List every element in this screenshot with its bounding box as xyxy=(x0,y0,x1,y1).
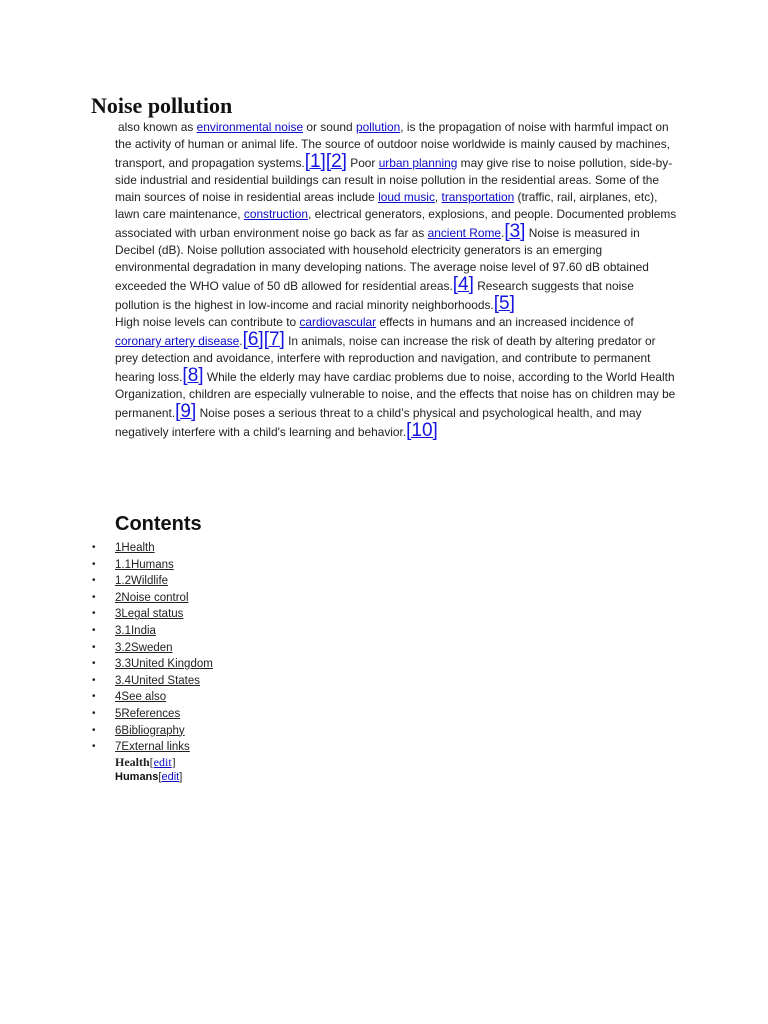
toc-item-health[interactable] xyxy=(92,540,213,557)
toc-item-bibliography[interactable] xyxy=(92,723,213,740)
link-environmental-noise[interactable]: environmental noise xyxy=(196,120,304,134)
citation-10[interactable]: [10] xyxy=(406,420,438,441)
bullet-icon: • xyxy=(92,691,96,703)
edit-link-humans[interactable]: edit xyxy=(161,771,180,783)
toc-item-label: 5References xyxy=(115,707,181,720)
toc-item-legal-status[interactable] xyxy=(92,606,213,623)
bullet-icon: • xyxy=(92,608,96,620)
toc-item-label: 4See also xyxy=(115,691,167,704)
toc-item-label: 2Noise control xyxy=(115,591,189,604)
bullet-icon: • xyxy=(92,624,96,636)
edit-bracket: [edit] xyxy=(158,771,183,783)
citation-4[interactable]: [4] xyxy=(452,274,474,295)
link-urban-planning[interactable]: urban planning xyxy=(378,156,458,170)
edit-link-health[interactable]: edit xyxy=(153,755,172,769)
link-loud-music[interactable]: loud music xyxy=(378,190,435,204)
toc-item-united-kingdom[interactable] xyxy=(92,656,213,673)
edit-bracket: [edit] xyxy=(149,755,176,769)
table-of-contents xyxy=(92,540,213,756)
link-pollution[interactable]: pollution xyxy=(355,120,401,134)
toc-item-external-links[interactable] xyxy=(92,739,213,756)
text-run: Noise poses a serious threat to a child’s physical and psychological health, and may negatively interfere with a child's learning and behavior. xyxy=(115,406,642,439)
text-run: also known as xyxy=(118,120,197,134)
link-transportation[interactable]: transportation xyxy=(441,190,515,204)
text-run: , is the propagation of noise with harmful impact on the activity of human or animal life. The source of outdoor noise worldwide is mainly caused by machines, transport, and propagation systems. xyxy=(115,120,670,170)
toc-item-label: 3.2Sweden xyxy=(115,641,173,654)
text-run: , electrical generators, explosions, and people. Documented problems associated with urban environment noise go back as far as xyxy=(115,207,677,240)
toc-item-label: 1.2Wildlife xyxy=(115,575,169,588)
text-run: (traffic, rail, airplanes, etc), lawn care maintenance, xyxy=(115,190,658,221)
text-run: or sound xyxy=(303,120,356,134)
toc-item-label: 3Legal status xyxy=(115,608,184,621)
toc-item-label: 1Health xyxy=(115,542,155,554)
toc-item-see-also[interactable] xyxy=(92,689,213,706)
text-run: . xyxy=(239,334,243,348)
citation-9[interactable]: [9] xyxy=(175,401,197,422)
citation-7[interactable]: [7] xyxy=(263,329,285,350)
toc-item-label: 6Bibliography xyxy=(115,724,185,737)
toc-item-references[interactable] xyxy=(92,706,213,723)
toc-item-noise-control[interactable] xyxy=(92,590,213,607)
bullet-icon: • xyxy=(92,591,96,603)
link-ancient-rome[interactable]: ancient Rome xyxy=(427,226,502,240)
citation-3[interactable]: [3] xyxy=(504,221,526,242)
bullet-icon: • xyxy=(92,724,96,736)
section-title: Health xyxy=(115,755,150,769)
citation-2[interactable]: [2] xyxy=(325,151,347,172)
text-run: Research suggests that noise pollution is the highest in low-income and racial minority neighborhoods. xyxy=(115,279,634,312)
toc-item-label: 3.3United Kingdom xyxy=(115,658,213,671)
citation-1[interactable]: [1] xyxy=(304,151,326,172)
bullet-icon: • xyxy=(92,558,96,570)
toc-item-label: 1.1Humans xyxy=(115,558,174,571)
intro-paragraph xyxy=(115,119,678,441)
bullet-icon: • xyxy=(92,674,96,686)
text-run: High noise levels can contribute to xyxy=(115,315,300,329)
link-coronary-artery-disease[interactable]: coronary artery disease xyxy=(115,334,240,348)
bullet-icon: • xyxy=(92,575,96,587)
toc-item-humans[interactable] xyxy=(92,557,213,574)
text-run: . xyxy=(501,226,505,240)
section-heading-humans xyxy=(115,771,182,783)
text-run: While the elderly may have cardiac problems due to noise, according to the World Health Organization, children are especially vulnerable to noise, and the effects that noise has on children may be permanent. xyxy=(115,370,676,420)
toc-item-label: 7External links xyxy=(115,741,190,754)
bullet-icon: • xyxy=(92,741,96,753)
contents-heading: Contents xyxy=(115,513,202,535)
bullet-icon: • xyxy=(92,641,96,653)
text-run: may give rise to noise pollution, side-by-side industrial and residential buildings can result in noise pollution in the residential areas. Some of the main sources of noise in residential areas include xyxy=(115,156,673,204)
citation-5[interactable]: [5] xyxy=(493,293,515,314)
toc-item-wildlife[interactable] xyxy=(92,573,213,590)
text-run: Poor xyxy=(346,156,379,170)
toc-item-label: 3.1India xyxy=(115,624,156,637)
toc-item-sweden[interactable] xyxy=(92,640,213,657)
bullet-icon: • xyxy=(92,707,96,719)
toc-item-united-states[interactable] xyxy=(92,673,213,690)
citation-8[interactable]: [8] xyxy=(182,365,204,386)
toc-item-india[interactable] xyxy=(92,623,213,640)
bullet-icon: • xyxy=(92,542,96,553)
text-run: Noise is measured in Decibel (dB). Noise pollution associated with household electricity generators is an emerging environmental degradation in many developing nations. The average noise level of 97.60 dB obtained exceeded the WHO value of 50 dB allowed for residential areas. xyxy=(115,226,649,293)
text-run: In animals, noise can increase the risk of death by altering predator or prey detection and avoidance, interfere with reproduction and navigation, and contribute to permanent hearing loss. xyxy=(115,334,656,384)
link-construction[interactable]: construction xyxy=(243,207,309,221)
section-heading-health xyxy=(115,755,176,770)
section-title: Humans xyxy=(115,771,159,783)
bullet-icon: • xyxy=(92,658,96,670)
text-run: , xyxy=(434,190,442,204)
text-run: effects in humans and an increased incidence of xyxy=(376,315,634,329)
toc-item-label: 3.4United States xyxy=(115,674,201,687)
link-cardiovascular[interactable]: cardiovascular xyxy=(299,315,377,329)
citation-6[interactable]: [6] xyxy=(242,329,264,350)
page-title: Noise pollution xyxy=(91,93,233,118)
